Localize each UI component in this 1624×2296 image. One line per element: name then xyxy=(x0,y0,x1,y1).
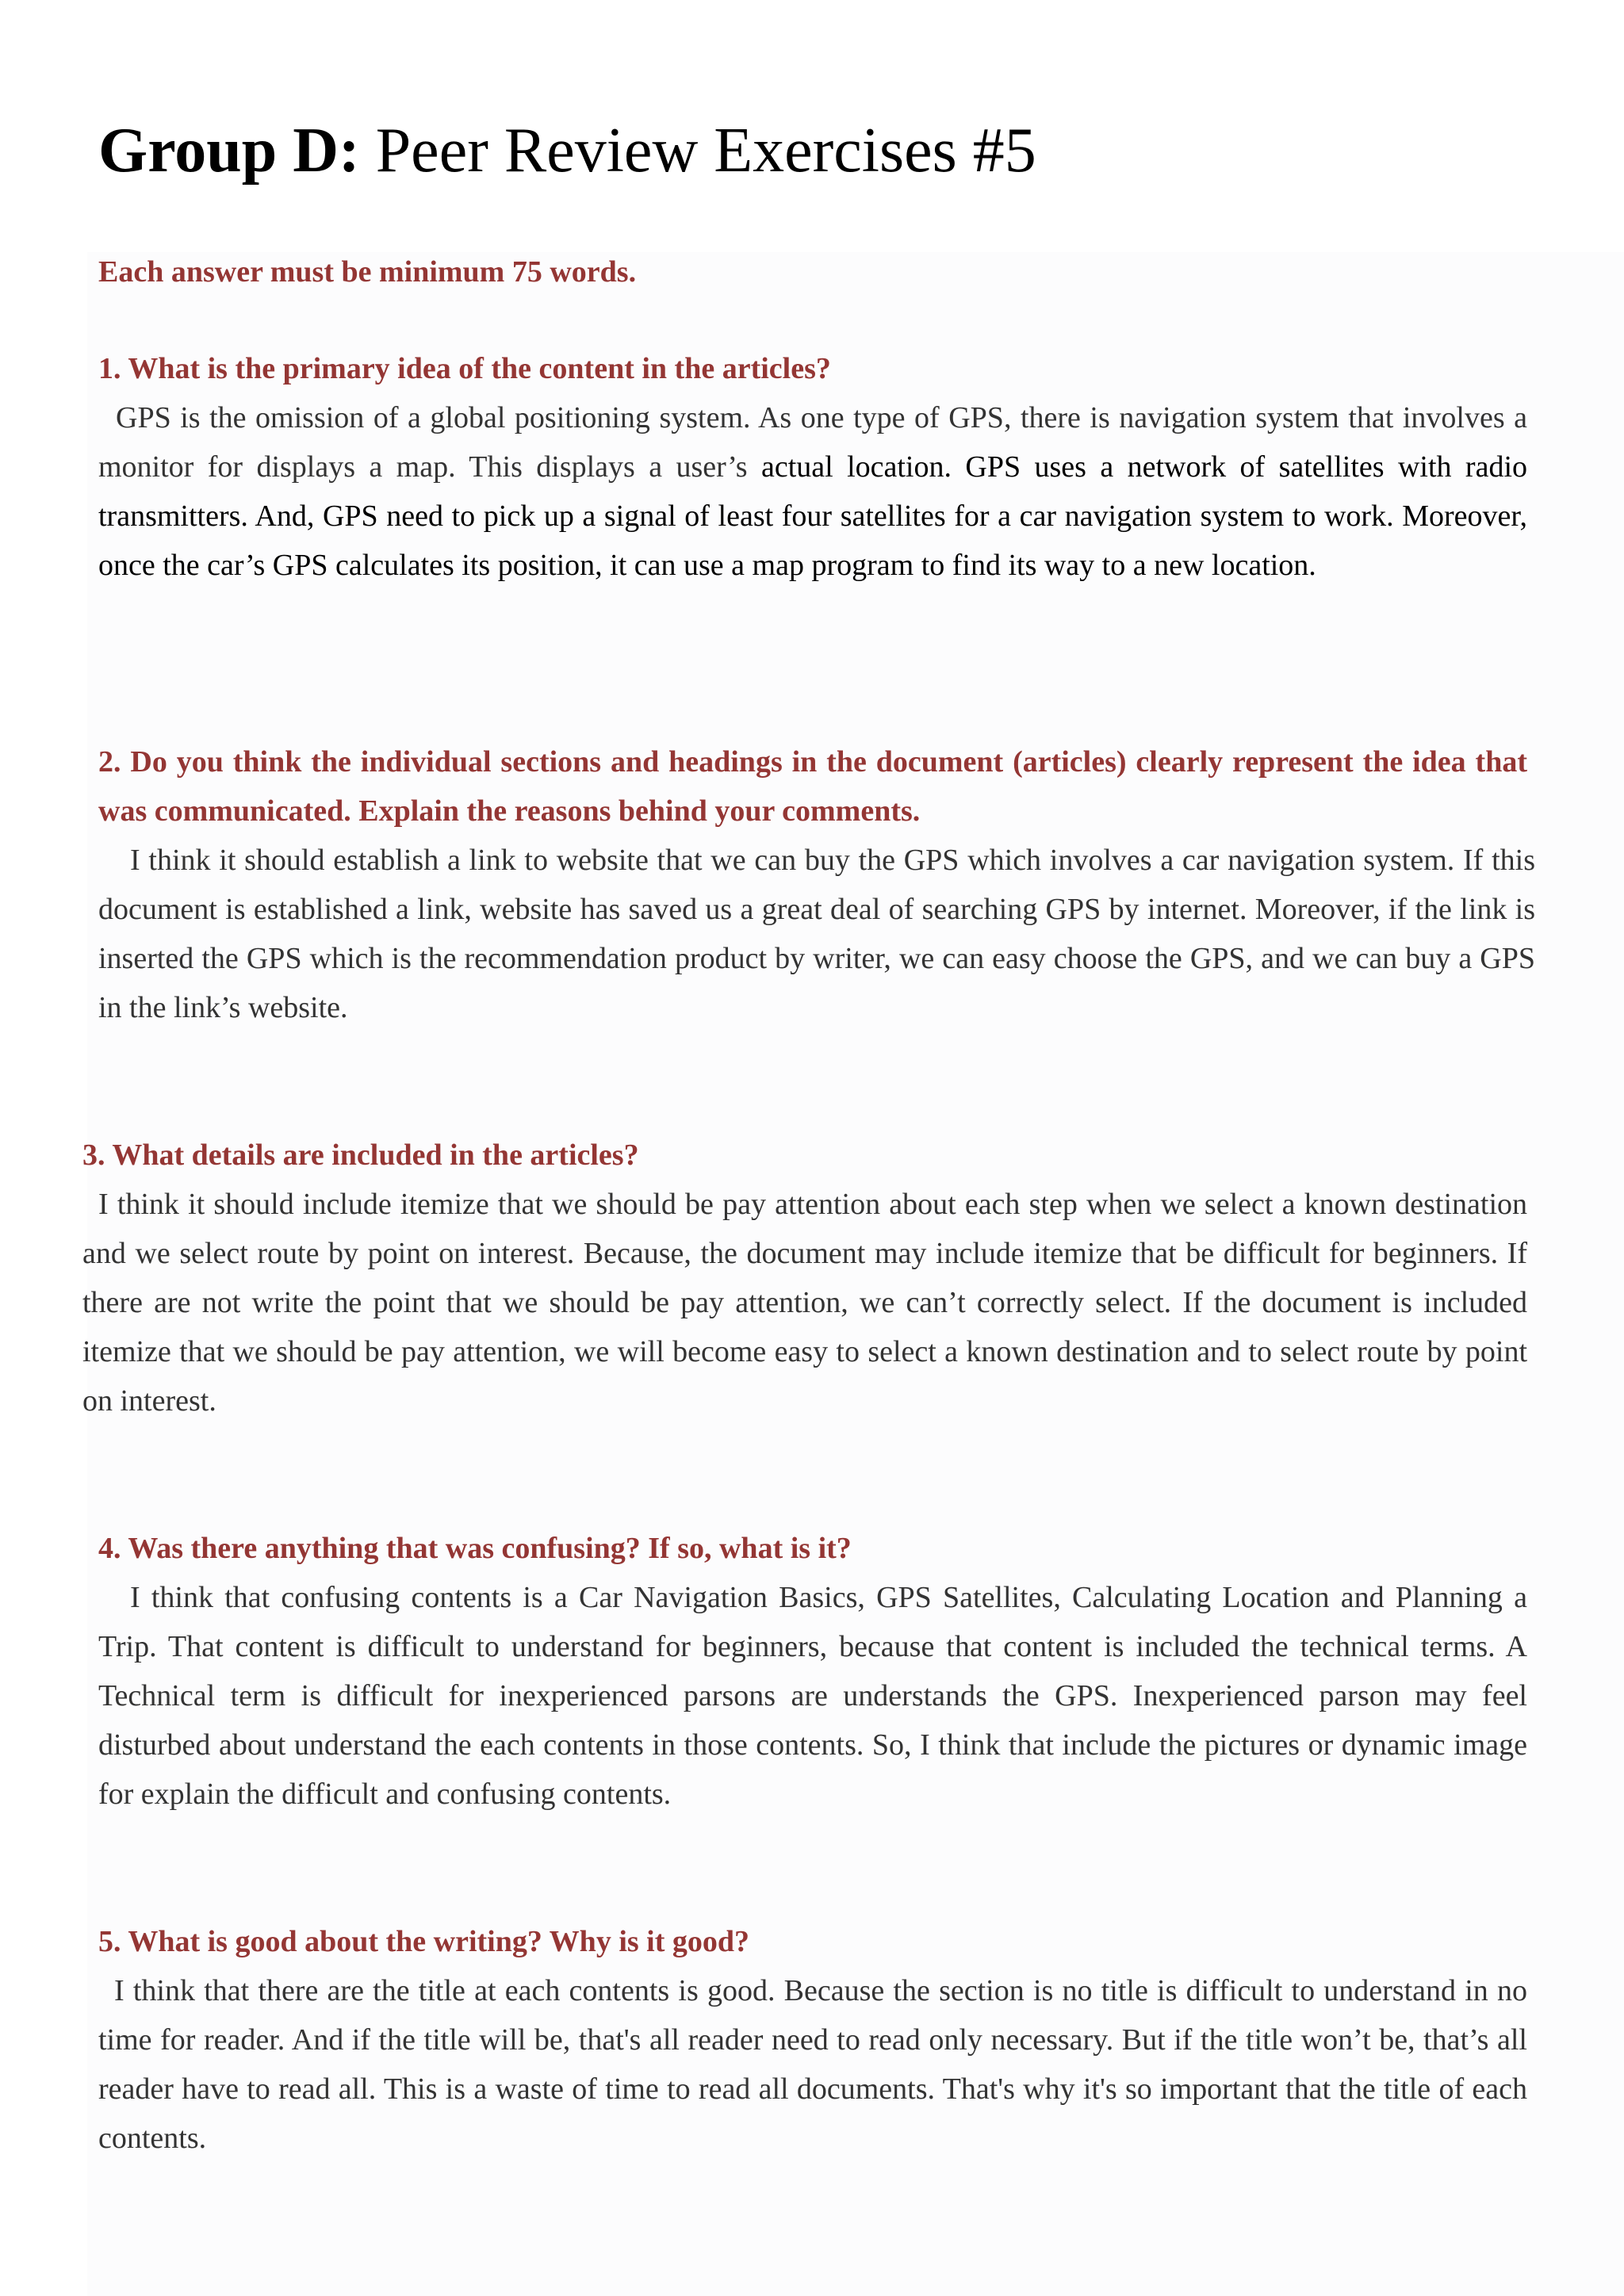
answer-1-part-2: actual location. GPS uses a network of satellites with radio transmitters. And, GPS need to pick up a signal of least four satellites for a car navigation system to work. Moreover, once the car’s GPS calculates its position, it can use a map program to find its way to a new location. xyxy=(98,450,1527,582)
answer-4: I think that confusing contents is a Car Navigation Basics, GPS Satellites, Calculating Location and Planning a Trip. That content is difficult to understand for beginners, because that content is included the technical terms. A Technical term is difficult for inexperienced parsons are understands the GPS. Inexperienced parson may feel disturbed about understand the each contents in those contents. So, I think that include the pictures or dynamic image for explain the difficult and confusing contents. xyxy=(98,1581,1527,1811)
page-title xyxy=(98,111,1036,190)
page-title-subject: Peer Review Exercises #5 xyxy=(359,116,1036,186)
page-title-group: Group D: xyxy=(98,116,360,186)
answer-1 xyxy=(98,393,1527,590)
answer-2: I think it should establish a link to website that we can buy the GPS which involves a car navigation system. If this document is established a link, website has saved us a great deal of searching GPS by internet. Moreover, if the link is inserted the GPS which is the recommendation product by writer, we can easy choose the GPS, and we can buy a GPS in the link’s website. xyxy=(98,844,1535,1024)
question-1: 1. What is the primary idea of the content in the articles? xyxy=(98,352,831,385)
question-4: 4. Was there anything that was confusing? If so, what is it? xyxy=(98,1532,852,1565)
answer-5: I think that there are the title at each contents is good. Because the section is no title is difficult to understand in no time for reader. And if the title will be, that's all reader need to read only necessary. But if the title won’t be, that’s all reader have to read all. This is a waste of time to read all documents. That's why it's so important that the title of each contents. xyxy=(98,1974,1527,2155)
question-5: 5. What is good about the writing? Why is it good? xyxy=(98,1925,750,1958)
instruction-text: Each answer must be minimum 75 words. xyxy=(98,255,637,289)
question-2: 2. Do you think the individual sections and headings in the document (articles) clearly represent the idea that was communicated. Explain the reasons behind your comments. xyxy=(98,745,1527,828)
question-3: 3. What details are included in the articles? xyxy=(82,1138,639,1172)
answer-3: I think it should include itemize that we should be pay attention about each step when we select a known destination and we select route by point on interest. Because, the document may include itemize that be difficult for beginners. If there are not write the point that we should be pay attention, we can’t correctly select. If the document is included itemize that we should be pay attention, we will become easy to select a known destination and to select route by point on interest. xyxy=(82,1188,1527,1418)
answer-1-part-1: GPS is the omission of a global positioning system. As one type of GPS, there is navigation system that involves a monitor for displays a map. This displays a user’s xyxy=(98,401,1527,484)
